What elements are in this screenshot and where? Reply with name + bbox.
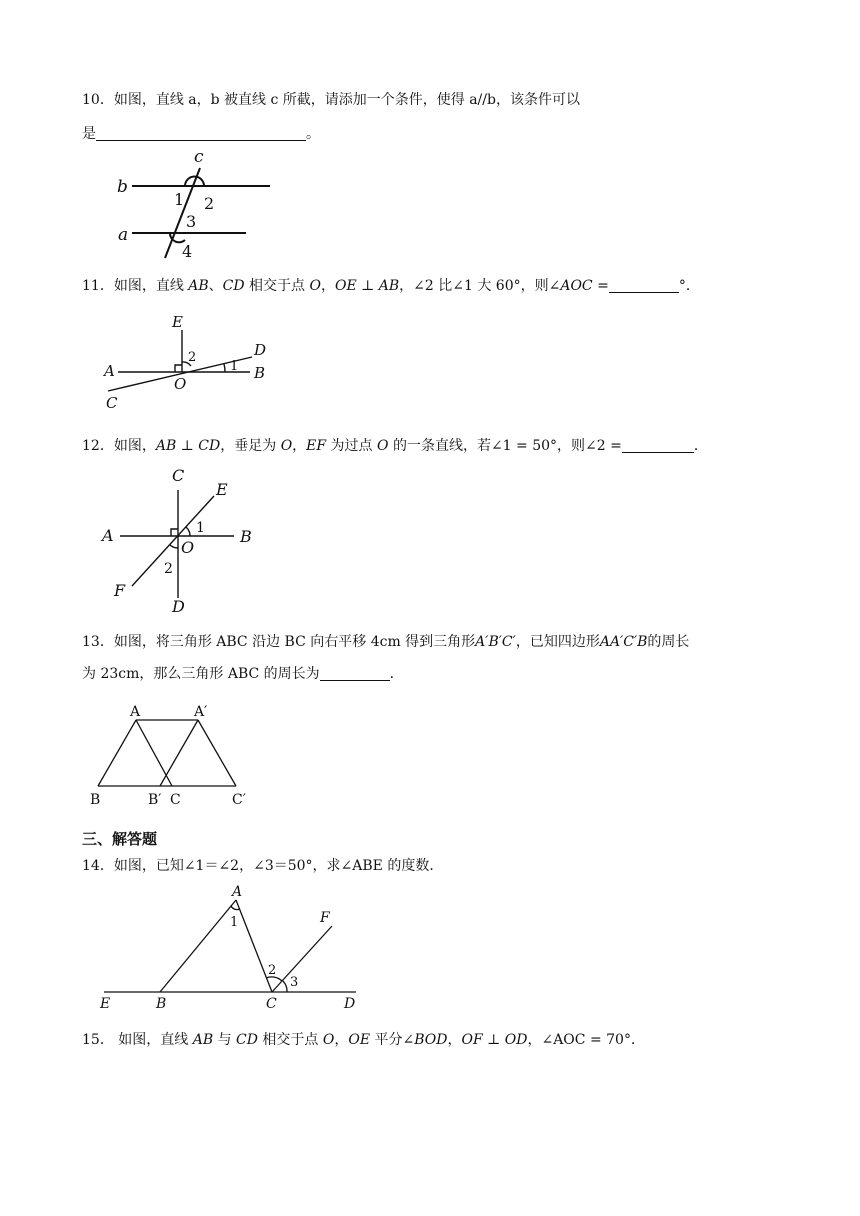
q12-text-post: ．	[693, 438, 708, 454]
q12-label-F: F	[114, 581, 126, 600]
q11-label-1: 1	[230, 359, 239, 374]
q10-text-2-pre: 是	[82, 126, 96, 142]
q10-text-2-post: 。	[306, 126, 320, 142]
q10-label-3: 3	[186, 212, 197, 231]
q11-text-mid1: 相交于点	[244, 278, 310, 294]
question-15	[82, 1030, 645, 1050]
q12-text-pre: 12．如图，	[82, 438, 156, 454]
q15-cd: CD	[236, 1032, 258, 1048]
question-10-line-2	[82, 124, 320, 144]
q10-label-b: b	[117, 177, 128, 197]
q14-label-B: B	[156, 996, 167, 1012]
q14-label-C: C	[266, 996, 277, 1012]
q15-bod: BOD	[414, 1032, 448, 1048]
q15-text-mid2: 相交于点	[257, 1032, 323, 1048]
q12-label-2: 2	[164, 561, 173, 577]
q11-label-D: D	[254, 341, 267, 359]
q13-text-post: 的周长	[647, 634, 690, 650]
q13-text-2-pre: 为 23cm，那么三角形 ABC 的周长为	[82, 666, 320, 682]
q15-text-pre: 15． 如图，直线	[82, 1032, 193, 1048]
q13-label-B-prime: B′	[148, 792, 162, 808]
q13-triangle-prime: A′B′C′	[475, 634, 516, 650]
q12-label-O: O	[181, 538, 195, 557]
q13-answer-blank[interactable]	[320, 666, 390, 681]
q15-text-post: ，∠AOC = 70°．	[527, 1032, 645, 1048]
q11-label-O: O	[174, 375, 187, 393]
q10-label-4: 4	[182, 242, 193, 261]
q12-comma1: ，	[292, 438, 307, 454]
question-13-line-1	[82, 632, 689, 652]
q13-quadrilateral: AA′C′B	[599, 634, 648, 650]
q14-label-3: 3	[290, 975, 299, 990]
q11-ab: AB	[188, 278, 209, 294]
q11-label-B: B	[254, 364, 266, 382]
q12-label-1: 1	[196, 520, 205, 536]
q14-label-D: D	[344, 996, 356, 1012]
q15-text-mid3: 平分∠	[370, 1032, 415, 1048]
question-11	[82, 276, 700, 296]
q15-comma1: ，	[334, 1032, 349, 1048]
q13-label-A: A	[130, 704, 141, 720]
q11-o: O	[309, 278, 321, 294]
q15-ab: AB	[192, 1032, 214, 1048]
q11-label-C: C	[106, 394, 118, 412]
q13-label-A-prime: A′	[194, 704, 208, 720]
q11-comma2: ，	[399, 278, 414, 294]
q13-label-B: B	[90, 792, 101, 808]
q11-comma1: ，	[321, 278, 335, 294]
q12-text-mid2: 为过点	[326, 438, 378, 454]
question-10-line-1	[82, 90, 580, 110]
q11-oe-perp-ab: OE ⊥ AB	[335, 278, 400, 294]
q15-o: O	[322, 1032, 335, 1048]
q14-label-F: F	[320, 910, 330, 926]
question-13-line-2	[82, 664, 404, 684]
q11-label-2: 2	[188, 350, 197, 365]
q12-text-mid1: ，垂足为	[220, 438, 281, 454]
q11-sep: 、	[208, 278, 223, 294]
q12-ef: EF	[306, 438, 327, 454]
q10-label-2: 2	[204, 194, 215, 213]
q13-text-pre: 13．如图，将三角形 ABC 沿边 BC 向右平移 4cm 得到三角形	[82, 634, 476, 650]
q10-answer-blank[interactable]	[96, 126, 306, 141]
q13-label-C: C	[170, 792, 181, 808]
q14-label-A: A	[232, 884, 243, 900]
q12-ab-perp-cd: AB ⊥ CD	[155, 438, 221, 454]
q11-eq: =	[592, 278, 609, 294]
q12-label-E: E	[216, 480, 228, 499]
q12-label-A: A	[102, 526, 114, 545]
q10-label-a: a	[118, 225, 129, 245]
q12-answer-blank[interactable]	[622, 438, 694, 453]
q11-text-pre: 11．如图，直线	[82, 278, 189, 294]
q13-text-2-post: ．	[389, 666, 404, 682]
question-14	[82, 856, 443, 876]
q15-comma2: ，	[447, 1032, 462, 1048]
q11-label-A: A	[104, 362, 115, 380]
q13-label-C-prime: C′	[232, 792, 246, 808]
q11-text-post: °．	[678, 278, 700, 294]
q14-label-1: 1	[230, 915, 239, 930]
q14-label-E: E	[100, 996, 111, 1012]
q14-label-2: 2	[268, 963, 277, 978]
section-heading: 三、解答题	[82, 830, 158, 848]
q10-label-c: c	[194, 147, 204, 167]
q14-text: 14．如图，已知∠1＝∠2，∠3＝50°，求∠ABE 的度数．	[82, 858, 444, 874]
q11-text-mid2: ∠2 比∠1 大 60°，则∠	[413, 278, 561, 294]
q10-label-1: 1	[174, 190, 185, 209]
q11-label-E: E	[172, 313, 183, 331]
q12-o2: O	[377, 438, 389, 454]
q11-aoc: AOC	[560, 278, 593, 294]
q12-label-C: C	[172, 466, 185, 485]
q10-text-1: 10．如图，直线 a，b 被直线 c 所截，请添加一个条件，使得 a//b，该条件可以	[82, 92, 580, 108]
q12-label-D: D	[172, 597, 185, 616]
q11-answer-blank[interactable]	[609, 278, 679, 293]
q11-cd: CD	[222, 278, 245, 294]
q15-text-mid1: 与	[213, 1032, 237, 1048]
q12-label-B: B	[240, 527, 252, 546]
q12-text-mid3: 的一条直线，若∠1 = 50°，则∠2 =	[388, 438, 622, 454]
q12-o: O	[280, 438, 293, 454]
q13-text-mid: ，已知四边形	[515, 634, 600, 650]
q15-of-perp-od: OF ⊥ OD	[461, 1032, 528, 1048]
question-12	[82, 436, 708, 456]
q15-oe: OE	[348, 1032, 371, 1048]
